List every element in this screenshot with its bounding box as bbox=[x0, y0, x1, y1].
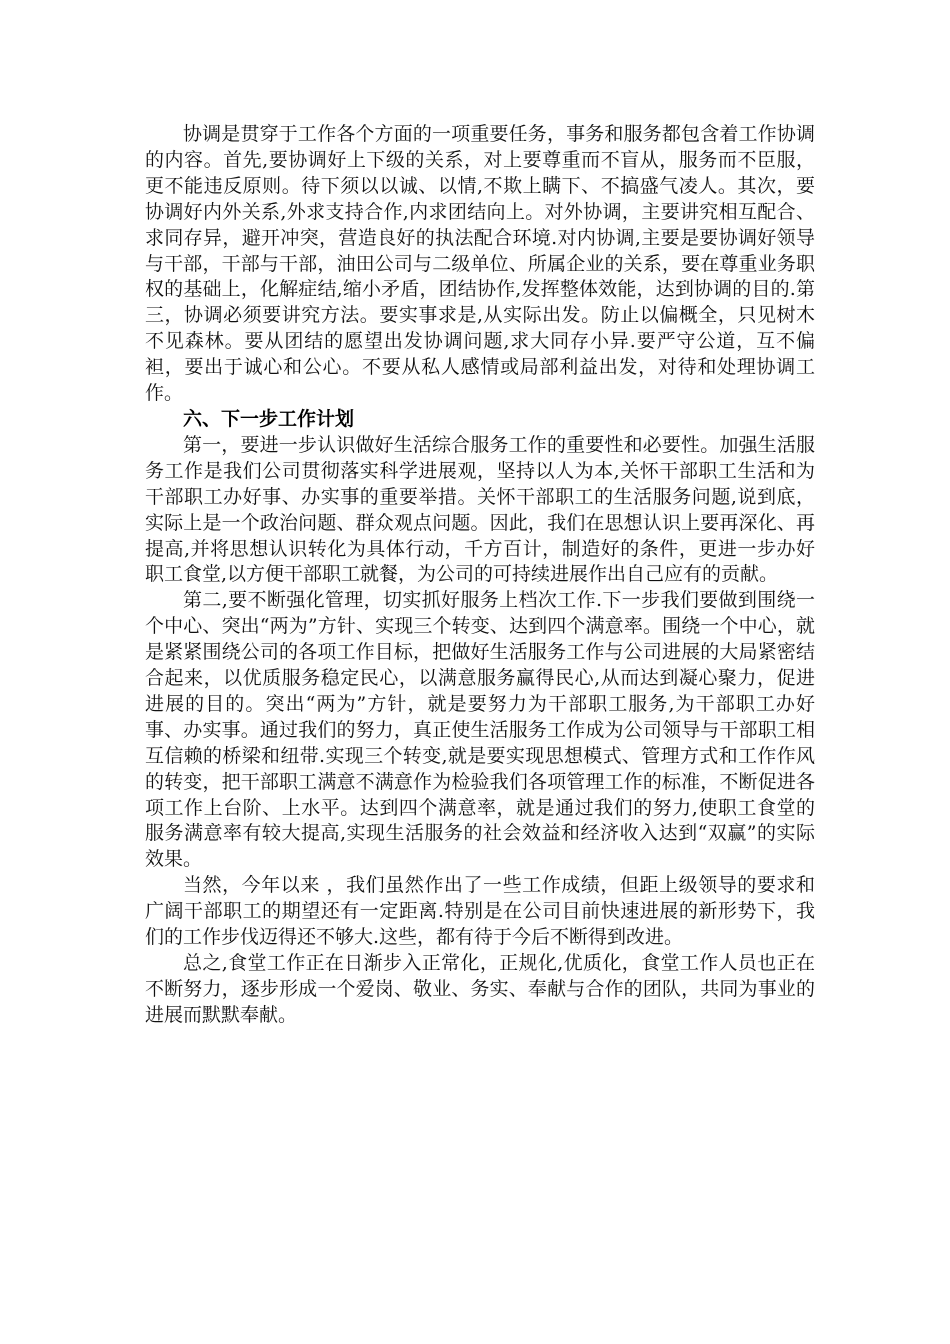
section-heading-next-plan: 六、下一步工作计划 bbox=[183, 407, 355, 430]
paragraph-reflection: 当然，今年以来 ，我们虽然作出了一些工作成绩，但距上级领导的要求和广阔干部职工的期望还有一定距离.特别是在公司目前快速进展的新形势下，我们的工作步伐迈得还不够大.这些，都有待于今后不断得到改进。 bbox=[145, 874, 815, 949]
paragraph-coordination: 协调是贯穿于工作各个方面的一项重要任务，事务和服务都包含着工作协调的内容。首先,要协调好上下级的关系，对上要尊重而不盲从，服务而不臣服，更不能违反原则。待下须以以诚、以情,不欺上瞒下、不搞盛气凌人。其次，要协调好内外关系,外求支持合作,内求团结向上。对外协调，主要讲究相互配合、求同存异，避开冲突，营造良好的执法配合环境.对内协调,主要是要协调好领导与干部，干部与干部，油田公司与二级单位、所属企业的关系，要在尊重业务职权的基础上，化解症结,缩小矛盾，团结协作,发挥整体效能，达到协调的目的.第三，协调必须要讲究方法。要实事求是,从实际出发。防止以偏概全，只见树木不见森林。要从团结的愿望出发协调问题,求大同存小异.要严守公道，互不偏袒，要出于诚心和公心。不要从私人感情或局部利益出发，对待和处理协调工作。 bbox=[145, 123, 815, 405]
paragraph-second-point: 第二,要不断强化管理，切实抓好服务上档次工作.下一步我们要做到围绕一个中心、突出“两为”方针、实现三个转变、达到四个满意率。围绕一个中心，就是紧紧围绕公司的各项工作目标，把做好生活服务工作与公司进展的大局紧密结合起来，以优质服务稳定民心，以满意服务赢得民心,从而达到凝心聚力，促进进展的目的。突出“两为”方针，就是要努力为干部职工服务,为干部职工办好事、办实事。通过我们的努力，真正使生活服务工作成为公司领导与干部职工相互信赖的桥梁和纽带.实现三个转变,就是要实现思想模式、管理方式和工作作风的转变，把干部职工满意不满意作为检验我们各项管理工作的标准，不断促进各项工作上台阶、上水平。达到四个满意率，就是通过我们的努力,使职工食堂的服务满意率有较大提高,实现生活服务的社会效益和经济收入达到“双赢”的实际效果。 bbox=[145, 589, 815, 871]
paragraph-first-point: 第一，要进一步认识做好生活综合服务工作的重要性和必要性。加强生活服务工作是我们公司贯彻落实科学进展观，坚持以人为本,关怀干部职工生活和为干部职工办好事、办实事的重要举措。关怀干部职工的生活服务问题,说到底，实际上是一个政治问题、群众观点问题。因此，我们在思想认识上要再深化、再提高,并将思想认识转化为具体行动，千方百计，制造好的条件，更进一步办好职工食堂,以方便干部职工就餐，为公司的可持续进展作出自己应有的贡献。 bbox=[145, 433, 815, 586]
paragraph-conclusion: 总之,食堂工作正在日渐步入正常化，正规化,优质化，食堂工作人员也正在不断努力，逐步形成一个爱岗、敬业、务实、奉献与合作的团队，共同为事业的进展而默默奉献。 bbox=[145, 952, 815, 1026]
document-body bbox=[145, 122, 815, 1029]
